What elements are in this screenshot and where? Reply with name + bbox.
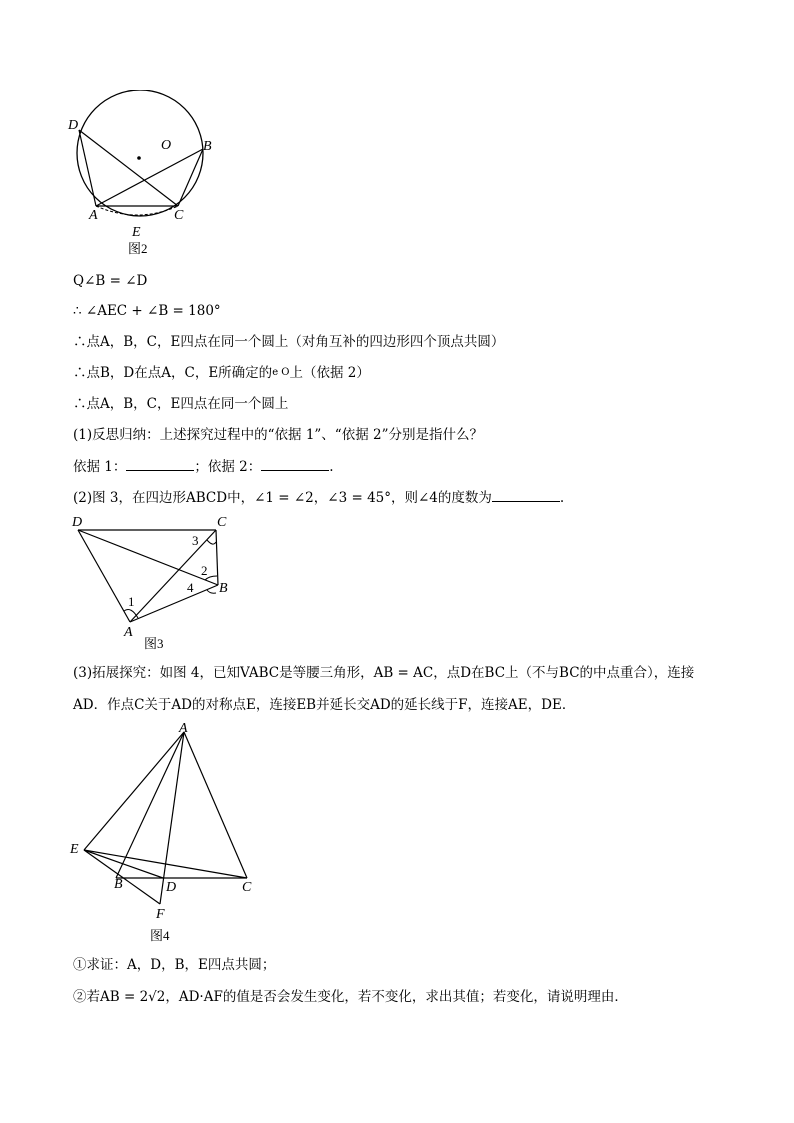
figure-4-caption: 图4 bbox=[150, 928, 170, 943]
proof-line-1: Q∠B = ∠D bbox=[73, 273, 148, 289]
question-2 bbox=[73, 489, 564, 507]
center-point-o bbox=[137, 156, 141, 160]
proof-line-5: ∴点A，B，C，E四点在同一个圆上 bbox=[73, 396, 289, 412]
circle-o bbox=[77, 90, 203, 216]
question-1: (1)反思归纳：上述探究过程中的“依据 1”、“依据 2”分别是指什么？ bbox=[73, 427, 483, 443]
angle-4-blank[interactable] bbox=[492, 489, 560, 502]
segment-ec bbox=[84, 850, 247, 878]
label-c: C bbox=[217, 515, 227, 530]
segment-ed bbox=[84, 850, 163, 878]
label-d: D bbox=[72, 515, 83, 530]
segment-ae bbox=[84, 732, 184, 850]
angle-label-1: 1 bbox=[128, 594, 135, 609]
figure-3-diagram bbox=[66, 510, 246, 655]
figure-2-diagram bbox=[66, 90, 226, 270]
label-f: F bbox=[156, 907, 165, 922]
angle-label-2: 2 bbox=[201, 563, 208, 578]
label-c: C bbox=[242, 880, 252, 895]
segment-ac bbox=[184, 732, 247, 878]
label-a: A bbox=[124, 625, 133, 640]
proof-line-4-start: ∴点B，D在点A，C，E所确定的 bbox=[73, 365, 273, 381]
label-a: A bbox=[89, 208, 98, 223]
angle-arc-4 bbox=[207, 590, 216, 593]
angle-label-4: 4 bbox=[187, 580, 194, 595]
figure-3-caption: 图3 bbox=[144, 636, 164, 651]
proof-line-4-end: 上（依据 2） bbox=[289, 365, 370, 381]
label-b: B bbox=[114, 877, 123, 892]
label-c: C bbox=[174, 208, 184, 223]
question-3-line-2: AD．作点C关于AD的对称点E，连接EB并延长交AD的延长线于F，连接AE，DE． bbox=[73, 697, 576, 713]
basis-2-blank[interactable] bbox=[261, 458, 329, 471]
segment-ab bbox=[130, 585, 218, 622]
segment-bc bbox=[178, 149, 203, 206]
angle-arc-3 bbox=[207, 540, 216, 544]
segment-da bbox=[78, 530, 130, 622]
sub-question-2: ②若AB = 2√2，AD·AF的值是否会发生变化，若不变化，求出其值；若变化，请说明理由． bbox=[73, 989, 628, 1005]
question-2-text: (2)图 3，在四边形ABCD中，∠1 = ∠2，∠3 = 45°，则∠4的度数为 bbox=[73, 490, 492, 506]
angle-label-3: 3 bbox=[192, 533, 199, 548]
question-1-answer-line bbox=[73, 458, 334, 476]
circle-symbol: e O bbox=[272, 367, 290, 378]
basis-1-label: 依据 1： bbox=[73, 459, 127, 475]
label-d: D bbox=[166, 880, 177, 895]
label-a: A bbox=[179, 722, 188, 736]
proof-line-3: ∴点A，B，C，E四点在同一个圆上（对角互补的四边形四个顶点共圆） bbox=[73, 334, 505, 350]
sub-question-1: ①求证：A，D，B，E四点共圆； bbox=[73, 957, 276, 973]
figure-4-diagram bbox=[66, 722, 266, 952]
label-e: E bbox=[132, 225, 141, 240]
question-3-line-1: (3)拓展探究：如图 4，已知VABC是等腰三角形，AB = AC，点D在BC上（不与BC的中点重合），连接 bbox=[73, 665, 695, 681]
segment-cb bbox=[216, 530, 218, 585]
label-b: B bbox=[203, 139, 212, 154]
question-2-end: . bbox=[559, 490, 565, 506]
label-o: O bbox=[161, 138, 172, 153]
label-b: B bbox=[219, 581, 228, 596]
answer-line-end: . bbox=[329, 459, 334, 475]
basis-1-blank[interactable] bbox=[126, 458, 194, 471]
label-d: D bbox=[68, 118, 79, 133]
proof-line-2: ∴ ∠AEC + ∠B = 180° bbox=[73, 303, 221, 319]
proof-line-4 bbox=[73, 364, 370, 382]
angle-arc-1 bbox=[124, 610, 138, 618]
basis-2-label: ；依据 2： bbox=[194, 459, 262, 475]
segment-ab bbox=[96, 149, 203, 206]
figure-2-caption: 图2 bbox=[128, 241, 148, 256]
label-e: E bbox=[70, 842, 79, 857]
